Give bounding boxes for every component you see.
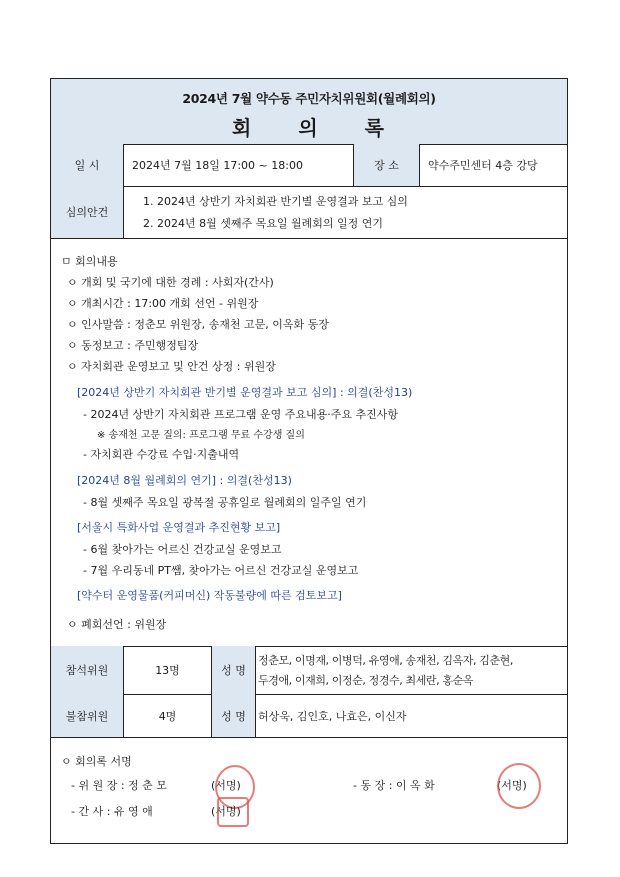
section2-title: [2024년 8월 월례회의 연기] : 의결(찬성13)	[77, 474, 292, 487]
absent-row	[51, 694, 567, 738]
present-names-line1: 정춘모, 이명재, 이병덕, 유영애, 송재천, 김옥자, 김춘현,	[258, 654, 513, 667]
agenda-list	[123, 186, 408, 238]
place-label: 장 소	[353, 144, 419, 186]
section3-title: [서울시 특화사업 운영결과 추진현황 보고]	[77, 521, 281, 534]
date-label: 일 시	[51, 144, 123, 186]
agenda-item-1: 1. 2024년 상반기 자치회관 반기별 운영결과 보고 심의	[143, 195, 408, 208]
meeting-content	[51, 238, 567, 647]
section4-title: [약수터 운영물품(커피머신) 작동불량에 따른 검토보고]	[77, 589, 342, 602]
section3-line2: - 7월 우리동네 PT쌤, 찾아가는 어르신 건강교실 운영보고	[83, 564, 359, 577]
place-value: 약수주민센터 4층 강당	[419, 144, 569, 186]
section1-line2: - 자치회관 수강료 수입·지출내역	[83, 448, 240, 461]
absent-label: 불참위원	[51, 694, 123, 737]
section1-title: [2024년 상반기 자치회관 반기별 운영결과 보고 심의] : 의결(찬성13)	[77, 386, 413, 399]
absent-count: 4명	[123, 694, 211, 737]
secretary-seal-stamp	[217, 797, 249, 827]
content-item-5: ㅇ 자치회관 운영보고 및 안건 상정 : 위원장	[67, 360, 276, 373]
section1-note: ※ 송재천 고문 질의: 프로그램 무료 수강생 질의	[97, 430, 305, 441]
absent-names: 허상욱, 김인호, 나효은, 이신자	[255, 694, 569, 737]
secretary-sign-mark: (서명)	[211, 805, 241, 818]
content-item-4: ㅇ 동정보고 : 주민행정팀장	[67, 339, 199, 352]
dong-head-sign-mark: (서명)	[497, 779, 527, 792]
title-char-1: 회	[232, 116, 254, 140]
secretary-signature: - 간 사 : 유 영 애	[71, 805, 153, 818]
signature-area	[51, 737, 567, 845]
present-names	[255, 646, 569, 694]
minutes-document	[50, 78, 568, 844]
title-block	[51, 79, 567, 145]
chair-signature: - 위 원 장 : 정 춘 모	[71, 779, 167, 792]
content-item-2: ㅇ 개최시간 : 17:00 개회 선언 - 위원장	[67, 297, 259, 310]
present-row	[51, 646, 567, 695]
content-heading: ㅁ 회의내용	[61, 255, 118, 268]
section3-line1: - 6월 찾아가는 어르신 건강교실 운영보고	[83, 543, 282, 556]
present-label: 참석위원	[51, 646, 123, 694]
dong-head-seal-stamp	[497, 763, 541, 809]
date-value: 2024년 7월 18일 17:00 ~ 18:00	[123, 144, 353, 186]
content-item-3: ㅇ 인사말씀 : 정춘모 위원장, 송재천 고문, 이옥화 동장	[67, 318, 329, 331]
present-names-line2: 두경애, 이재희, 이정순, 정경수, 최세란, 홍순옥	[258, 674, 474, 687]
datetime-row	[51, 144, 567, 187]
document-title	[51, 112, 567, 141]
agenda-item-2: 2. 2024년 8월 셋째주 목요일 월례회의 일정 연기	[143, 217, 383, 230]
present-count: 13명	[123, 646, 211, 694]
title-char-3: 록	[364, 116, 386, 140]
agenda-row	[51, 186, 567, 239]
chair-sign-mark: (서명)	[211, 779, 241, 792]
section1-line1: - 2024년 상반기 자치회관 프로그램 운영 주요내용·주요 추진사항	[83, 408, 398, 421]
content-item-1: ㅇ 개회 및 국기에 대한 경례 : 사회자(간사)	[67, 276, 274, 289]
meeting-title: 2024년 7월 약수동 주민자치위원회(월례회의)	[182, 91, 436, 106]
agenda-label: 심의안건	[51, 186, 123, 238]
absent-name-label: 성 명	[211, 694, 255, 737]
present-name-label: 성 명	[211, 646, 255, 694]
dong-head-signature: - 동 장 : 이 옥 화	[353, 779, 435, 792]
section2-line1: - 8월 셋째주 목요일 광복절 공휴일로 월례회의 일주일 연기	[83, 496, 367, 509]
title-char-2: 의	[298, 116, 320, 140]
signature-heading: ㅇ 회의록 서명	[61, 755, 132, 768]
closing-line: ㅇ 폐회선언 : 위원장	[67, 618, 167, 631]
